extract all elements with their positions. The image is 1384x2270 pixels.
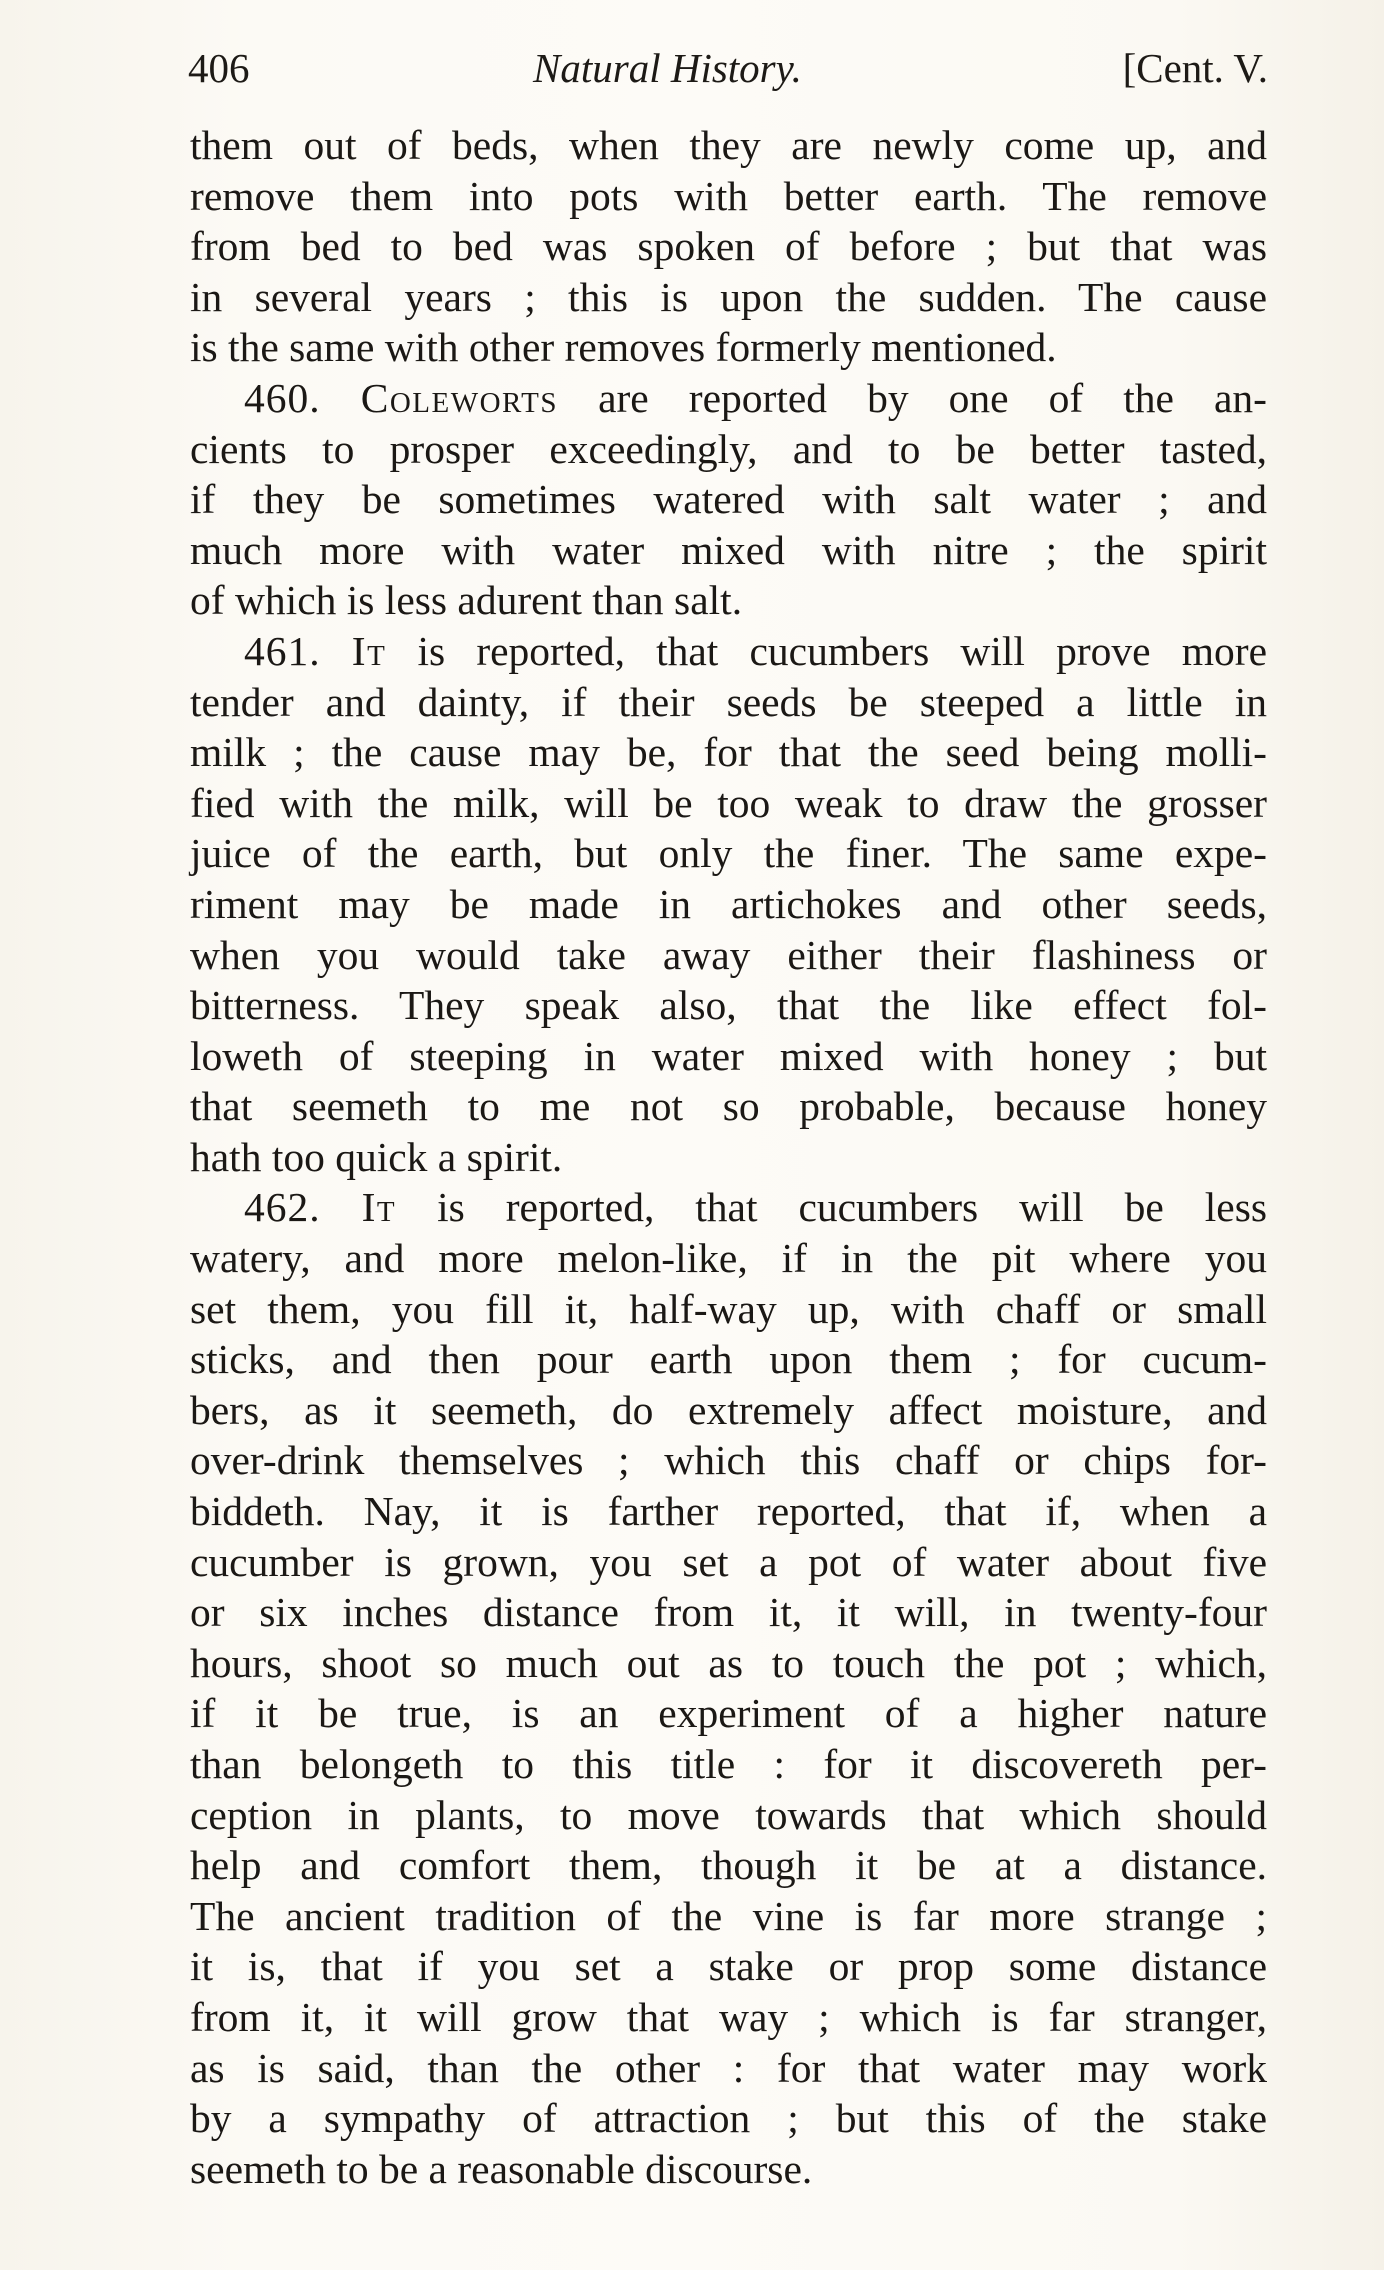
- running-title: Natural History.: [533, 45, 802, 91]
- text-line: of which is less adurent than salt.: [190, 577, 743, 624]
- paragraph-lead-word: It: [361, 1184, 397, 1231]
- text-fragment: is reported, that cucumbers will be less: [437, 1184, 1268, 1231]
- text-line: hath too quick a spirit.: [190, 1133, 563, 1180]
- text-line: juice of the earth, but only the finer. The same expe-: [190, 830, 1267, 877]
- running-head: [188, 44, 1268, 106]
- text-line: help and comfort them, though it be at a distance.: [190, 1842, 1267, 1889]
- text-line: from it, it will grow that way ; which is far stranger,: [190, 1993, 1267, 2040]
- text-line: milk ; the cause may be, for that the seed being molli-: [190, 729, 1267, 776]
- text-line: seemeth to be a reasonable discourse.: [190, 2145, 813, 2192]
- paragraph-460-first-line: [190, 373, 1267, 424]
- text-line: is the same with other removes formerly mentioned.: [190, 324, 1057, 371]
- paragraph-lead-word: Coleworts: [360, 374, 558, 421]
- text-line: if it be true, is an experiment of a higher nature: [190, 1690, 1267, 1737]
- text-line: or six inches distance from it, it will, in twenty-four: [190, 1589, 1267, 1636]
- paragraph-number: 460.: [244, 374, 321, 421]
- paragraph-462-first-line: [190, 1182, 1267, 1233]
- text-line: that seemeth to me not so probable, because honey: [190, 1083, 1267, 1130]
- paragraph-number: 461.: [244, 627, 321, 674]
- text-line: biddeth. Nay, it is farther reported, that if, when a: [190, 1488, 1267, 1535]
- text-line: as is said, than the other : for that water may work: [190, 2044, 1267, 2091]
- paragraph-lead-word: It: [351, 627, 387, 674]
- text-line: fied with the milk, will be too weak to draw the grosser: [190, 779, 1267, 826]
- text-line: hours, shoot so much out as to touch the pot ; which,: [190, 1639, 1267, 1686]
- text-line: remove them into pots with better earth. The remove: [190, 172, 1267, 219]
- text-line: over-drink themselves ; which this chaff or chips for-: [190, 1437, 1267, 1484]
- paragraph-461-first-line: [190, 626, 1267, 677]
- text-line: in several years ; this is upon the sudden. The cause: [190, 273, 1267, 320]
- text-fragment: are reported by one of the an-: [598, 374, 1267, 421]
- text-line: tender and dainty, if their seeds be steeped a little in: [190, 678, 1267, 725]
- text-line: bitterness. They speak also, that the like effect fol-: [190, 982, 1267, 1029]
- text-line: than belongeth to this title : for it discovereth per-: [190, 1741, 1267, 1787]
- text-line: from bed to bed was spoken of before ; but that was: [190, 223, 1267, 270]
- text-line: watery, and more melon-like, if in the pit where you: [190, 1235, 1267, 1282]
- page-number: 406: [188, 45, 250, 91]
- text-line: by a sympathy of attraction ; but this of the stake: [190, 2095, 1267, 2142]
- body-text: [190, 120, 1267, 2194]
- section-label: [Cent. V.: [1122, 45, 1268, 91]
- text-line: riment may be made in artichokes and other seeds,: [190, 880, 1267, 927]
- text-fragment: is reported, that cucumbers will prove more: [417, 627, 1268, 674]
- text-line: bers, as it seemeth, do extremely affect moisture, and: [190, 1386, 1267, 1433]
- text-line: cients to prosper exceedingly, and to be better tasted,: [190, 425, 1267, 472]
- text-line: loweth of steeping in water mixed with honey ; but: [190, 1032, 1267, 1079]
- text-line: when you would take away either their flashiness or: [190, 931, 1267, 978]
- text-line: sticks, and then pour earth upon them ; for cucum-: [190, 1336, 1267, 1383]
- text-line: ception in plants, to move towards that which should: [190, 1791, 1267, 1838]
- text-line: if they be sometimes watered with salt water ; and: [190, 476, 1267, 523]
- text-line: them out of beds, when they are newly come up, and: [190, 122, 1267, 168]
- text-line: cucumber is grown, you set a pot of water about five: [190, 1538, 1267, 1585]
- text-line: set them, you fill it, half-way up, with chaff or small: [190, 1285, 1267, 1332]
- text-line: it is, that if you set a stake or prop some distance: [190, 1943, 1267, 1990]
- paragraph-number: 462.: [244, 1184, 321, 1231]
- text-line: The ancient tradition of the vine is far more strange ;: [190, 1892, 1267, 1939]
- text-line: much more with water mixed with nitre ; the spirit: [190, 526, 1267, 573]
